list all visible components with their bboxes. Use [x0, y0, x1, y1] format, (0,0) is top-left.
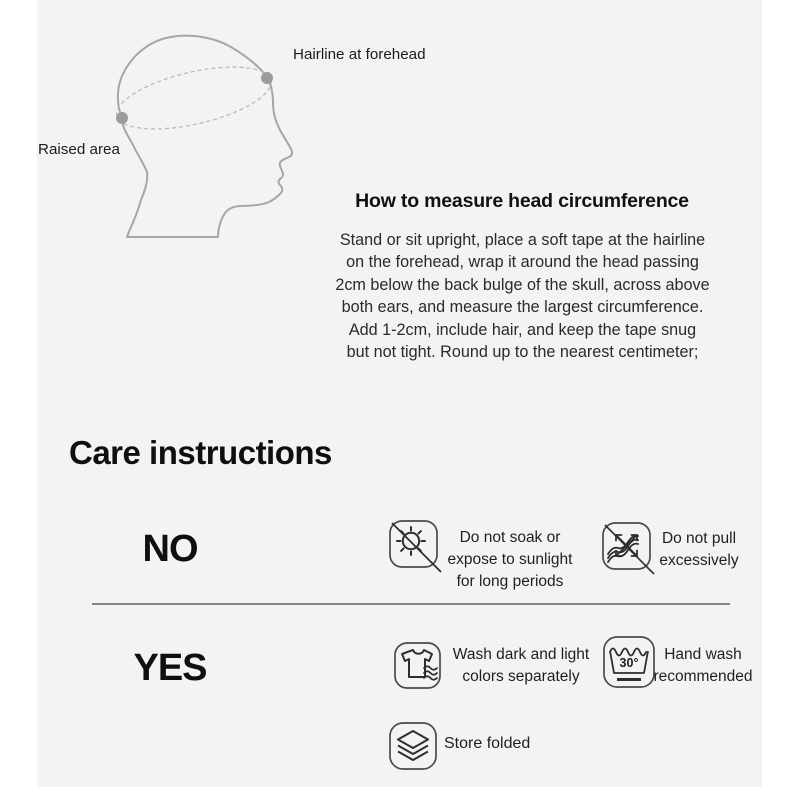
care-text-line: excessively: [659, 551, 739, 569]
measure-body: [305, 229, 740, 363]
hand-wash-text: [643, 644, 763, 688]
measure-title: How to measure head circumference: [355, 190, 689, 212]
wash-temp-label: 30°: [619, 656, 639, 670]
care-text-line: recommended: [653, 667, 753, 685]
wash-separately-text: [436, 644, 606, 688]
no-sunlight-text: [425, 527, 595, 592]
yes-label: YES: [133, 647, 207, 689]
row-divider: [92, 603, 730, 605]
measure-line: but not tight. Round up to the nearest centimeter;: [346, 343, 699, 362]
care-text-line: for long periods: [456, 572, 564, 590]
measure-line: both ears, and measure the largest circumference.: [341, 298, 704, 317]
care-text-line: Hand wash: [664, 646, 742, 663]
raised-area-label: Raised area: [38, 141, 120, 158]
care-text-line: Do not soak or: [459, 529, 561, 546]
raised-area-dot: [116, 112, 128, 124]
no-pull-text: [639, 528, 759, 572]
head-profile-outline: [118, 36, 292, 237]
care-text-line: Wash dark and light: [452, 646, 590, 663]
measure-line: Stand or sit upright, place a soft tape at the hairline: [339, 231, 706, 249]
care-instructions-heading: Care instructions: [69, 434, 332, 471]
no-label: NO: [142, 528, 198, 570]
hairline-label: Hairline at forehead: [293, 46, 426, 63]
measure-band-ellipse: [111, 55, 277, 141]
measure-line: Add 1-2cm, include hair, and keep the tape snug: [348, 320, 697, 339]
measure-line: 2cm below the back bulge of the skull, across above: [335, 275, 710, 294]
care-text-line: Do not pull: [661, 530, 737, 547]
measure-line: on the forehead, wrap it around the head passing: [346, 253, 699, 272]
store-folded-text: Store folded: [444, 735, 531, 752]
hairline-dot: [261, 72, 273, 84]
store-folded-icon: [388, 721, 440, 773]
care-text-line: expose to sunlight: [447, 550, 573, 568]
care-text-line: colors separately: [462, 667, 580, 685]
